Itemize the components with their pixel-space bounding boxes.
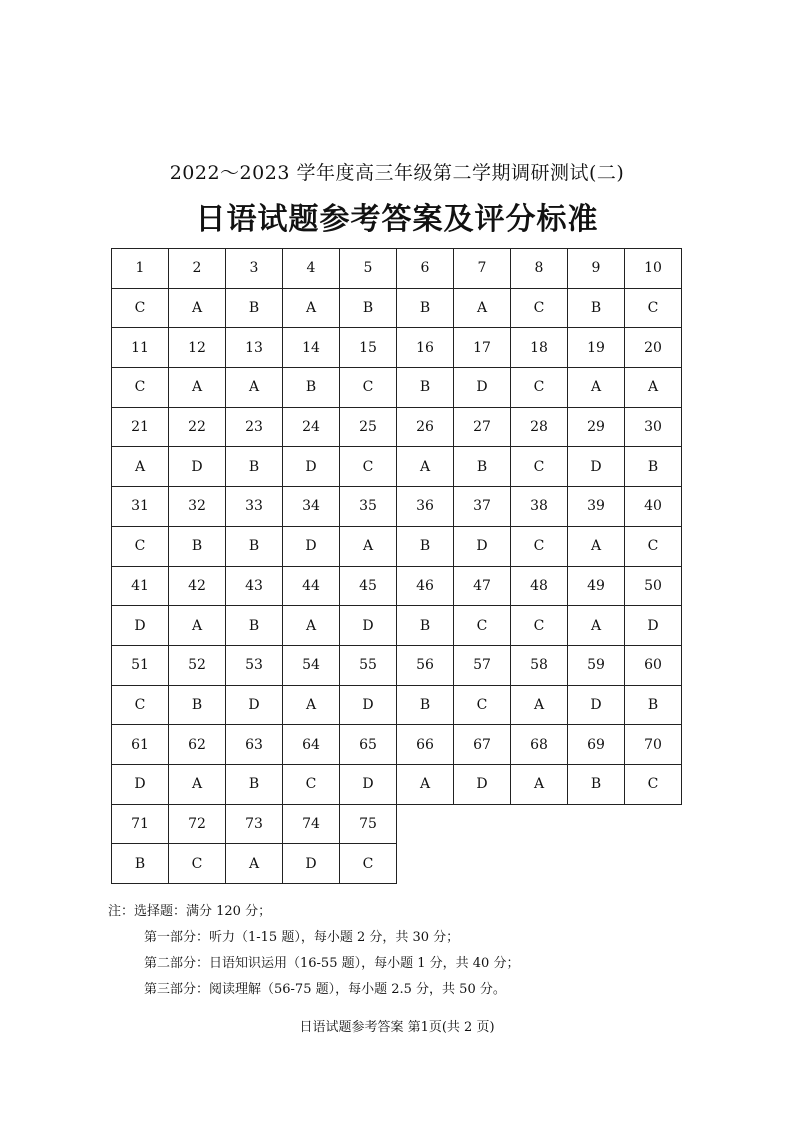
question-number-cell: 70 — [625, 725, 682, 765]
answer-cell: D — [568, 447, 625, 487]
answer-cell: C — [625, 526, 682, 566]
question-number-row — [112, 328, 682, 368]
answer-cell: A — [397, 764, 454, 804]
question-number-cell: 22 — [169, 407, 226, 447]
answer-cell: C — [112, 368, 169, 408]
answer-cell: A — [169, 368, 226, 408]
answer-cell: A — [283, 288, 340, 328]
answer-cell: C — [340, 844, 397, 884]
empty-cell — [397, 844, 454, 884]
answer-cell: D — [112, 606, 169, 646]
question-number-cell: 52 — [169, 645, 226, 685]
question-number-cell: 32 — [169, 487, 226, 527]
question-number-cell: 19 — [568, 328, 625, 368]
answer-cell: C — [340, 447, 397, 487]
question-number-cell: 55 — [340, 645, 397, 685]
question-number-cell: 69 — [568, 725, 625, 765]
question-number-cell: 43 — [226, 566, 283, 606]
empty-cell — [568, 804, 625, 844]
question-number-cell: 40 — [625, 487, 682, 527]
answer-key-table — [111, 248, 682, 884]
question-number-cell: 37 — [454, 487, 511, 527]
question-number-cell: 23 — [226, 407, 283, 447]
answer-cell: A — [226, 368, 283, 408]
question-number-cell: 11 — [112, 328, 169, 368]
answer-cell: B — [340, 288, 397, 328]
question-number-cell: 20 — [625, 328, 682, 368]
answer-cell: C — [283, 764, 340, 804]
note-line: 第三部分：阅读理解（56-75 题），每小题 2.5 分，共 50 分。 — [144, 982, 506, 997]
question-number-cell: 18 — [511, 328, 568, 368]
answer-row — [112, 368, 682, 408]
empty-cell — [397, 804, 454, 844]
question-number-cell: 66 — [397, 725, 454, 765]
question-number-cell: 59 — [568, 645, 625, 685]
answer-cell: B — [226, 526, 283, 566]
question-number-row — [112, 407, 682, 447]
answer-row — [112, 447, 682, 487]
answer-cell: C — [625, 288, 682, 328]
question-number-cell: 31 — [112, 487, 169, 527]
scoring-notes — [108, 899, 519, 1003]
question-number-cell: 3 — [226, 249, 283, 289]
question-number-cell: 44 — [283, 566, 340, 606]
note-line: 第二部分：日语知识运用（16-55 题），每小题 1 分，共 40 分； — [144, 956, 520, 971]
exam-subtitle: 2022～2023 学年度高三年级第二学期调研测试(二) — [169, 162, 625, 184]
question-number-cell: 36 — [397, 487, 454, 527]
question-number-row — [112, 725, 682, 765]
answer-cell: D — [625, 606, 682, 646]
answer-cell: A — [454, 288, 511, 328]
question-number-cell: 13 — [226, 328, 283, 368]
answer-cell: C — [112, 288, 169, 328]
answer-cell: B — [283, 368, 340, 408]
answer-cell: D — [283, 844, 340, 884]
answer-cell: A — [169, 606, 226, 646]
question-number-cell: 74 — [283, 804, 340, 844]
question-number-cell: 45 — [340, 566, 397, 606]
question-number-cell: 21 — [112, 407, 169, 447]
question-number-cell: 16 — [397, 328, 454, 368]
empty-cell — [454, 804, 511, 844]
note-line: 第一部分：听力（1-15 题），每小题 2 分，共 30 分； — [144, 930, 460, 945]
question-number-cell: 50 — [625, 566, 682, 606]
answer-cell: B — [112, 844, 169, 884]
answer-cell: C — [511, 526, 568, 566]
answer-cell: A — [568, 368, 625, 408]
answer-cell: A — [283, 606, 340, 646]
answer-cell: C — [340, 368, 397, 408]
answer-cell: B — [397, 685, 454, 725]
question-number-cell: 54 — [283, 645, 340, 685]
answer-cell: C — [511, 606, 568, 646]
answer-cell: A — [568, 606, 625, 646]
answer-cell: A — [169, 764, 226, 804]
answer-cell: B — [226, 606, 283, 646]
answer-cell: B — [226, 764, 283, 804]
question-number-cell: 27 — [454, 407, 511, 447]
question-number-cell: 2 — [169, 249, 226, 289]
question-number-cell: 64 — [283, 725, 340, 765]
question-number-cell: 61 — [112, 725, 169, 765]
answer-cell: B — [169, 526, 226, 566]
answer-cell: A — [112, 447, 169, 487]
answer-row — [112, 526, 682, 566]
answer-cell: A — [397, 447, 454, 487]
answer-cell: D — [283, 447, 340, 487]
question-number-cell: 1 — [112, 249, 169, 289]
empty-cell — [511, 844, 568, 884]
answer-cell: A — [340, 526, 397, 566]
question-number-cell: 26 — [397, 407, 454, 447]
answer-cell: D — [454, 764, 511, 804]
answer-cell: A — [511, 764, 568, 804]
answer-cell: D — [568, 685, 625, 725]
question-number-cell: 9 — [568, 249, 625, 289]
answer-row — [112, 288, 682, 328]
answer-cell: B — [568, 764, 625, 804]
answer-cell: C — [112, 685, 169, 725]
question-number-cell: 49 — [568, 566, 625, 606]
answer-row — [112, 764, 682, 804]
answer-cell: D — [340, 606, 397, 646]
page-title: 日语试题参考答案及评分标准 — [195, 202, 599, 237]
question-number-row — [112, 566, 682, 606]
answer-cell: D — [340, 685, 397, 725]
answer-cell: B — [397, 288, 454, 328]
answer-cell: B — [625, 685, 682, 725]
question-number-cell: 53 — [226, 645, 283, 685]
question-number-cell: 17 — [454, 328, 511, 368]
question-number-cell: 68 — [511, 725, 568, 765]
question-number-cell: 25 — [340, 407, 397, 447]
answer-cell: B — [226, 447, 283, 487]
empty-cell — [625, 844, 682, 884]
answer-row — [112, 685, 682, 725]
question-number-cell: 38 — [511, 487, 568, 527]
question-number-cell: 48 — [511, 566, 568, 606]
answer-cell: B — [397, 526, 454, 566]
question-number-cell: 12 — [169, 328, 226, 368]
question-number-cell: 41 — [112, 566, 169, 606]
question-number-cell: 75 — [340, 804, 397, 844]
answer-cell: D — [340, 764, 397, 804]
answer-cell: C — [511, 368, 568, 408]
answer-cell: D — [454, 526, 511, 566]
question-number-cell: 34 — [283, 487, 340, 527]
question-number-row — [112, 487, 682, 527]
question-number-row — [112, 804, 682, 844]
question-number-cell: 8 — [511, 249, 568, 289]
answer-cell: B — [169, 685, 226, 725]
answer-row — [112, 606, 682, 646]
question-number-cell: 63 — [226, 725, 283, 765]
question-number-cell: 62 — [169, 725, 226, 765]
answer-cell: A — [511, 685, 568, 725]
empty-cell — [511, 804, 568, 844]
question-number-cell: 56 — [397, 645, 454, 685]
answer-cell: D — [169, 447, 226, 487]
answer-cell: C — [169, 844, 226, 884]
question-number-cell: 51 — [112, 645, 169, 685]
answer-row — [112, 844, 682, 884]
answer-cell: C — [112, 526, 169, 566]
question-number-cell: 46 — [397, 566, 454, 606]
question-number-cell: 65 — [340, 725, 397, 765]
question-number-cell: 47 — [454, 566, 511, 606]
question-number-cell: 6 — [397, 249, 454, 289]
answer-cell: A — [226, 844, 283, 884]
question-number-row — [112, 645, 682, 685]
question-number-cell: 10 — [625, 249, 682, 289]
answer-cell: C — [454, 685, 511, 725]
question-number-cell: 60 — [625, 645, 682, 685]
answer-cell: A — [169, 288, 226, 328]
answer-cell: B — [226, 288, 283, 328]
answer-cell: D — [112, 764, 169, 804]
empty-cell — [454, 844, 511, 884]
question-number-cell: 4 — [283, 249, 340, 289]
question-number-cell: 14 — [283, 328, 340, 368]
question-number-row — [112, 249, 682, 289]
question-number-cell: 29 — [568, 407, 625, 447]
question-number-cell: 28 — [511, 407, 568, 447]
answer-cell: A — [283, 685, 340, 725]
answer-cell: D — [226, 685, 283, 725]
question-number-cell: 30 — [625, 407, 682, 447]
page-footer: 日语试题参考答案 第1页(共 2 页) — [299, 1020, 495, 1035]
question-number-cell: 24 — [283, 407, 340, 447]
answer-cell: A — [625, 368, 682, 408]
answer-cell: C — [511, 447, 568, 487]
question-number-cell: 39 — [568, 487, 625, 527]
question-number-cell: 72 — [169, 804, 226, 844]
question-number-cell: 35 — [340, 487, 397, 527]
question-number-cell: 73 — [226, 804, 283, 844]
question-number-cell: 5 — [340, 249, 397, 289]
empty-cell — [568, 844, 625, 884]
question-number-cell: 67 — [454, 725, 511, 765]
question-number-cell: 7 — [454, 249, 511, 289]
answer-cell: C — [511, 288, 568, 328]
question-number-cell: 57 — [454, 645, 511, 685]
empty-cell — [625, 804, 682, 844]
answer-cell: B — [397, 606, 454, 646]
answer-cell: B — [625, 447, 682, 487]
answer-cell: C — [454, 606, 511, 646]
question-number-cell: 15 — [340, 328, 397, 368]
answer-cell: C — [625, 764, 682, 804]
question-number-cell: 42 — [169, 566, 226, 606]
answer-cell: A — [568, 526, 625, 566]
question-number-cell: 71 — [112, 804, 169, 844]
answer-cell: B — [397, 368, 454, 408]
answer-cell: B — [454, 447, 511, 487]
note-line: 注：选择题：满分 120 分； — [108, 904, 272, 919]
question-number-cell: 33 — [226, 487, 283, 527]
answer-cell: D — [454, 368, 511, 408]
question-number-cell: 58 — [511, 645, 568, 685]
answer-cell: B — [568, 288, 625, 328]
answer-cell: D — [283, 526, 340, 566]
